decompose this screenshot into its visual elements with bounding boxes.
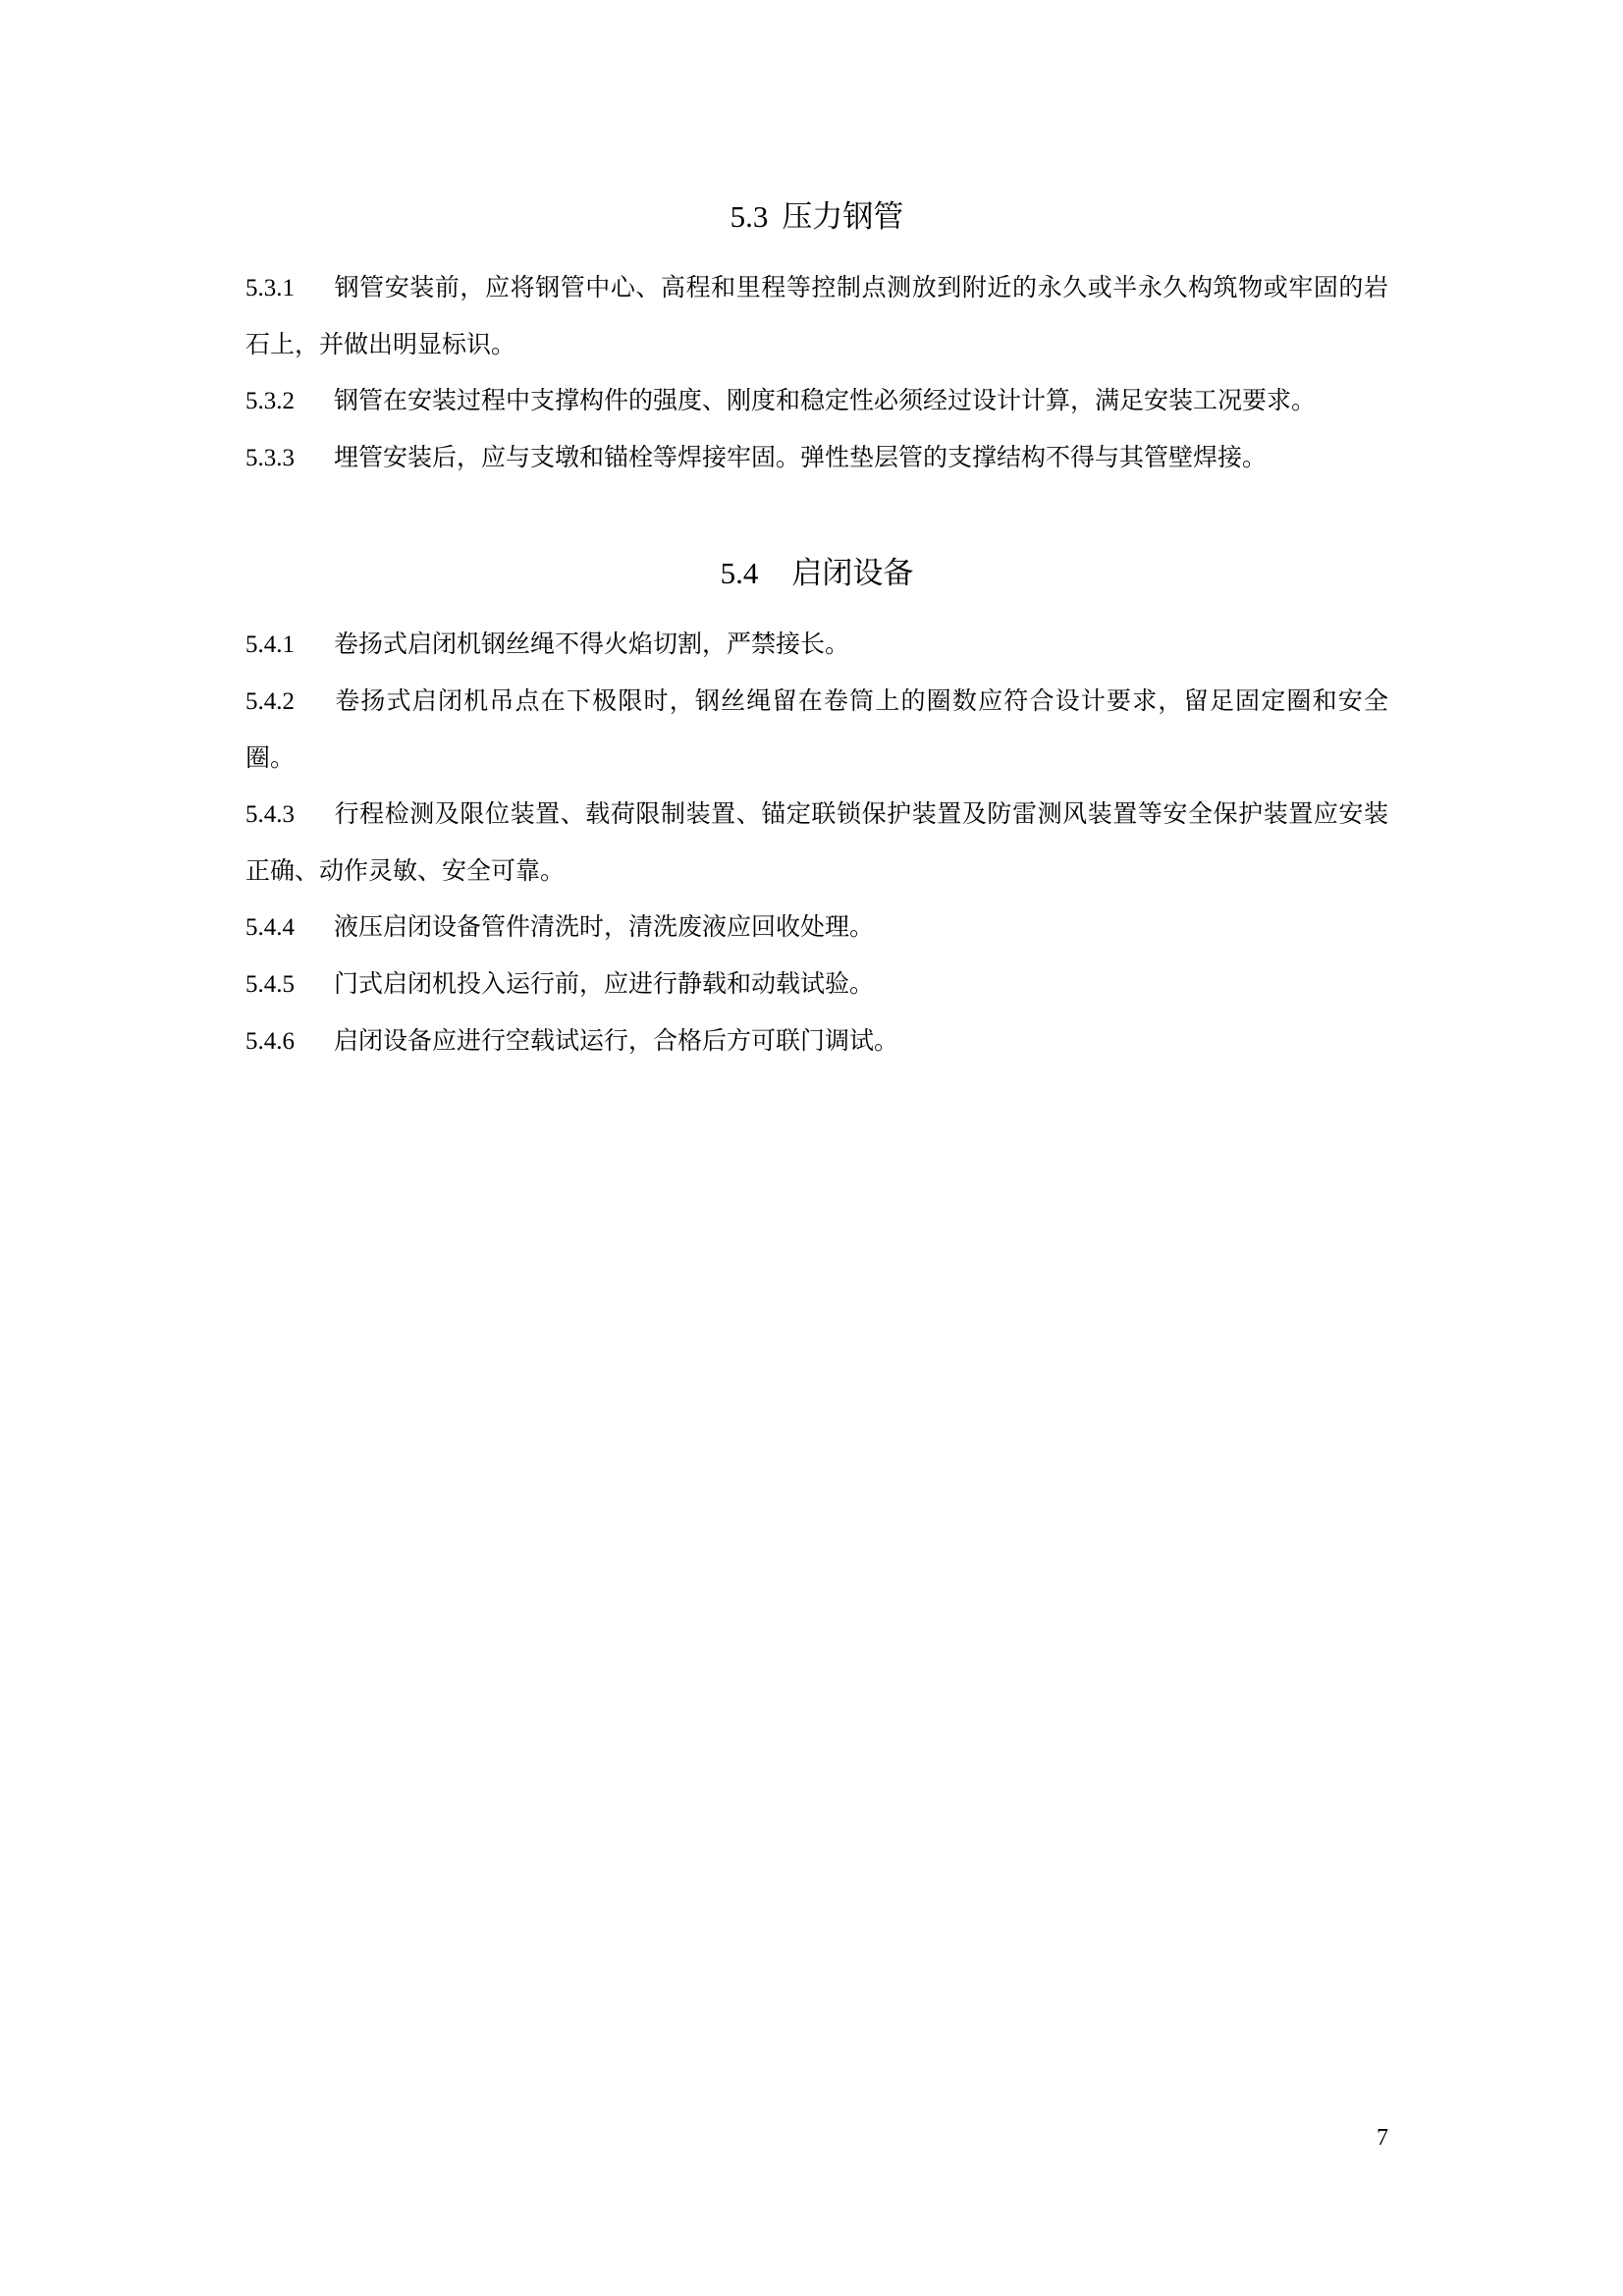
clause-item [245, 616, 1388, 673]
clause-item [245, 1012, 1388, 1069]
clause-item [245, 259, 1388, 372]
section-spacer [245, 486, 1388, 549]
clause-item [245, 429, 1388, 486]
clause-text: 门式启闭机投入运行前，应进行静载和动载试验。 [334, 969, 875, 998]
clause-text: 行程检测及限位装置、载荷限制装置、锚定联锁保护装置及防雷测风装置等安全保护装置应安装正确、动作灵敏、安全可靠。 [245, 799, 1388, 885]
clause-number: 5.4.4 [245, 914, 295, 941]
section-number: 5.3 [730, 199, 769, 234]
section-5-3 [245, 192, 1388, 486]
clause-text: 钢管在安装过程中支撑构件的强度、刚度和稳定性必须经过设计计算，满足安装工况要求。 [334, 386, 1317, 414]
clause-item [245, 956, 1388, 1012]
page-number: 7 [1377, 2125, 1388, 2151]
clause-number: 5.4.1 [245, 631, 295, 658]
section-heading [245, 192, 1388, 242]
clause-number: 5.4.2 [245, 688, 295, 715]
clause-list [245, 259, 1388, 486]
clause-text: 卷扬式启闭机钢丝绳不得火焰切割，严禁接长。 [334, 629, 850, 658]
clause-item [245, 372, 1388, 429]
clause-item [245, 786, 1388, 899]
clause-item [245, 673, 1388, 786]
clause-text: 钢管安装前，应将钢管中心、高程和里程等控制点测放到附近的永久或半永久构筑物或牢固的岩石上，并做出明显标识。 [245, 273, 1388, 358]
clause-number: 5.4.3 [245, 801, 295, 828]
clause-number: 5.3.2 [245, 388, 295, 414]
section-title: 启闭设备 [791, 556, 914, 591]
clause-text: 卷扬式启闭机吊点在下极限时，钢丝绳留在卷筒上的圈数应符合设计要求，留足固定圈和安全圈。 [245, 686, 1388, 772]
clause-text: 启闭设备应进行空载试运行，合格后方可联门调试。 [334, 1026, 899, 1055]
clause-number: 5.4.5 [245, 971, 295, 998]
section-number: 5.4 [720, 556, 759, 590]
clause-item [245, 899, 1388, 956]
clause-text: 液压启闭设备管件清洗时，清洗废液应回收处理。 [334, 912, 875, 941]
clause-number: 5.3.1 [245, 275, 295, 301]
page-content [245, 192, 1388, 1069]
clause-number: 5.4.6 [245, 1028, 295, 1055]
clause-list [245, 616, 1388, 1069]
section-title: 压力钢管 [782, 199, 904, 235]
section-5-4 [245, 549, 1388, 1069]
clause-text: 埋管安装后，应与支墩和锚栓等焊接牢固。弹性垫层管的支撑结构不得与其管壁焊接。 [334, 443, 1268, 471]
section-heading [245, 549, 1388, 598]
clause-number: 5.3.3 [245, 445, 295, 471]
